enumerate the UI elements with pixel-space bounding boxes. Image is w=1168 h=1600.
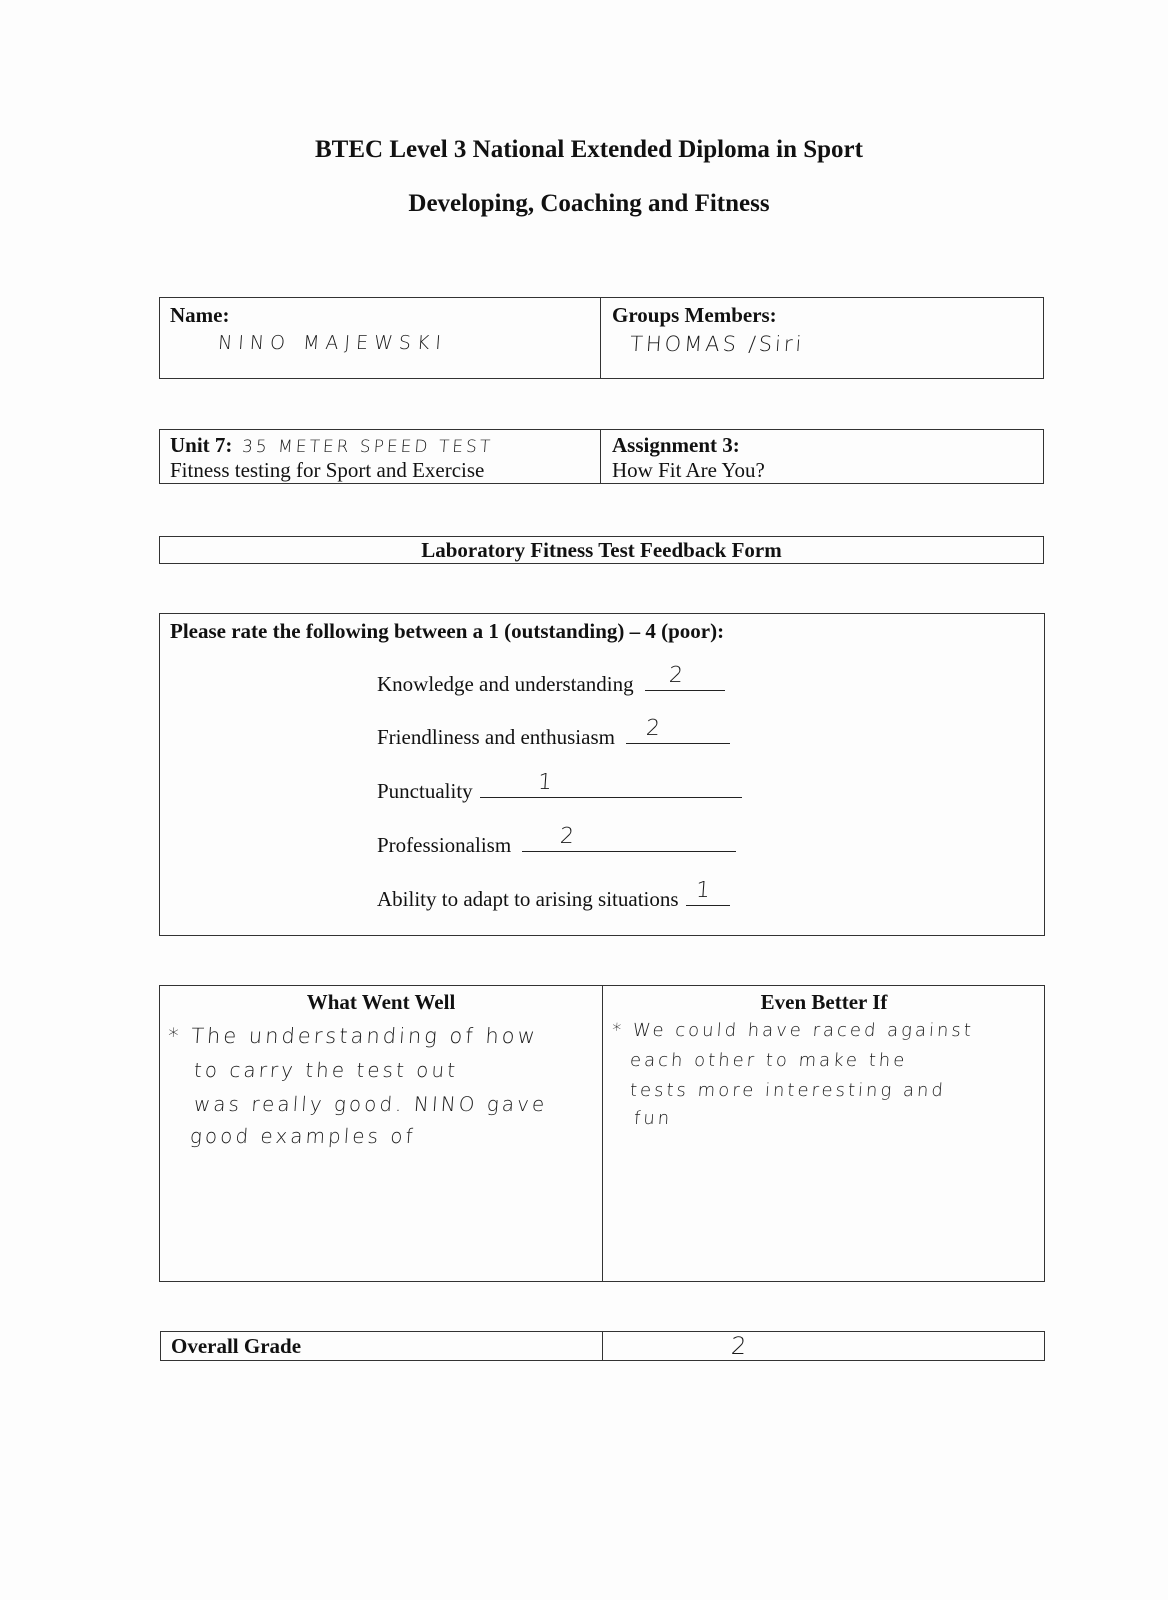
rating-value: 2 — [645, 716, 665, 741]
ratings-section — [159, 613, 1045, 936]
rating-row-adaptability — [377, 878, 730, 912]
form-title: Laboratory Fitness Test Feedback Form — [421, 538, 782, 562]
rating-value: 1 — [694, 878, 714, 903]
table-divider — [602, 1332, 603, 1360]
rating-value: 1 — [537, 770, 556, 795]
name-label: Name: — [170, 303, 230, 327]
rating-value: 2 — [667, 663, 687, 688]
ebi-line: fun — [633, 1108, 673, 1129]
group-members-value: THOMAS /Siri — [629, 332, 806, 356]
assignment-title: How Fit Are You? — [612, 458, 765, 482]
ebi-heading: Even Better If — [760, 990, 888, 1014]
unit-info-table — [159, 429, 1044, 484]
ebi-line: * We could have raced against — [611, 1020, 975, 1041]
rating-label: Ability to adapt to arising situations — [377, 887, 679, 911]
rating-blank — [522, 824, 736, 852]
table-divider — [600, 430, 601, 483]
rating-row-friendliness — [377, 716, 730, 750]
assignment-label: Assignment 3: — [612, 433, 740, 457]
www-line: * The understanding of how — [167, 1024, 539, 1048]
rating-blank — [626, 716, 730, 744]
form-title-box — [159, 536, 1044, 564]
group-members-label: Groups Members: — [612, 303, 777, 327]
feedback-table — [159, 985, 1045, 1282]
document-subtitle: Developing, Coaching and Fitness — [408, 190, 770, 217]
ebi-line: each other to make the — [629, 1050, 909, 1071]
overall-grade-label: Overall Grade — [171, 1334, 302, 1358]
www-heading: What Went Well — [306, 990, 456, 1014]
document-title: BTEC Level 3 National Extended Diploma in Sport — [315, 136, 863, 163]
table-divider — [602, 986, 603, 1281]
rating-label: Punctuality — [377, 779, 473, 803]
rating-value: 2 — [559, 824, 579, 849]
table-divider — [600, 298, 601, 378]
unit-label: Unit 7: — [170, 433, 233, 457]
www-line: good examples of — [189, 1124, 417, 1148]
rating-blank — [645, 663, 725, 691]
rating-blank — [480, 770, 742, 798]
student-info-table — [159, 297, 1044, 379]
ebi-line: tests more interesting and — [629, 1080, 947, 1101]
overall-grade-value: 2 — [730, 1332, 751, 1360]
name-value: NINO MAJEWSKI — [217, 332, 448, 354]
rating-row-professionalism — [377, 824, 736, 858]
rating-row-punctuality — [377, 770, 742, 804]
www-line: was really good. NINO gave — [193, 1092, 549, 1116]
rating-blank — [686, 878, 730, 906]
rating-label: Friendliness and enthusiasm — [377, 725, 615, 749]
unit-title: Fitness testing for Sport and Exercise — [170, 458, 485, 482]
ratings-instruction: Please rate the following between a 1 (outstanding) – 4 (poor): — [170, 619, 725, 643]
rating-label: Professionalism — [377, 833, 512, 857]
rating-row-knowledge — [377, 663, 725, 697]
rating-label: Knowledge and understanding — [377, 672, 634, 696]
unit-handwritten-note: 35 METER SPEED TEST — [241, 437, 495, 457]
overall-grade-table — [160, 1331, 1045, 1361]
www-line: to carry the test out — [193, 1058, 459, 1082]
